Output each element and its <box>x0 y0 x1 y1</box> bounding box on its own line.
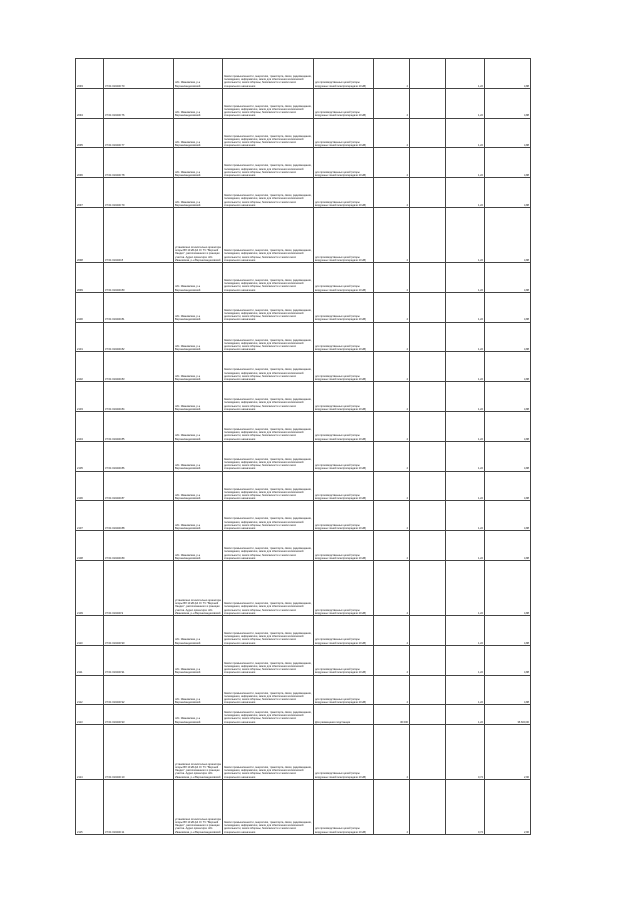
cadastral-value-cell: 4,88 <box>485 501 531 531</box>
cadastral-number: 37:01:010446:76 <box>104 88 174 118</box>
permitted-use-cell: Для размещения подстанции <box>314 705 374 725</box>
permitted-use-cell: для производственных целей (опоры воздушных линий электропередачи 10 кВ) <box>314 178 374 208</box>
cadastral-value-cell: 4,88 <box>485 531 531 561</box>
area-cell: 30 000 <box>374 705 410 725</box>
location-cell: обл. Ивановская, р-н Верхнеландеховский <box>174 501 223 531</box>
table-row <box>76 118 531 148</box>
cadastral-value-cell: 4,88 <box>485 88 531 118</box>
row-number: 2101 <box>76 322 104 352</box>
land-category-cell: Земли промышленности, энергетики, транспорта, связи, радиовещания, телевидения, информатики, земли для обеспечения космической деятельности, земли обороны, безопасности и земли иного специального назначения <box>223 59 314 89</box>
location-cell: установлено относительно ориентира опоры ВЛ 10 кВ ф4 От ТС "Верхний Ландех", расположенного в границах участка. Адрес ориентира: обл. Ивановская, р-н Верхнеландеховский <box>174 724 223 779</box>
row-number: 2112 <box>76 675 104 705</box>
specific-value-cell: 1,22 <box>446 292 485 322</box>
area-cell: 4 <box>374 262 410 292</box>
empty-cell <box>410 779 446 834</box>
row-number: 2099 <box>76 262 104 292</box>
cadastral-value-cell: 4,88 <box>485 262 531 292</box>
empty-cell <box>410 411 446 441</box>
cadastral-number: 37:01:010446:8 <box>104 207 174 262</box>
table-row <box>76 322 531 352</box>
cadastral-number: 37:01:010446:91 <box>104 645 174 675</box>
land-category-cell: Земли промышленности, энергетики, транспорта, связи, радиовещания, телевидения, информатики, земли для обеспечения космической деятельности, земли обороны, безопасности и земли иного специального назначения <box>223 724 314 779</box>
cadastral-value-cell: 4,88 <box>485 560 531 615</box>
row-number: 2102 <box>76 352 104 382</box>
land-category-cell: Земли промышленности, энергетики, транспорта, связи, радиовещания, телевидения, информатики, земли для обеспечения космической деятельности, земли обороны, безопасности и земли иного специального назначения <box>223 471 314 501</box>
area-cell: 4 <box>374 59 410 89</box>
table-row <box>76 352 531 382</box>
location-cell: обл. Ивановская, р-н Верхнеландеховский <box>174 118 223 148</box>
permitted-use-cell: для производственных целей (опоры воздушных линий электропередачи 10 кВ) <box>314 615 374 645</box>
permitted-use-cell: для производственных целей (опоры воздушных линий электропередачи 10 кВ) <box>314 675 374 705</box>
specific-value-cell: 1,22 <box>446 262 485 292</box>
empty-cell <box>410 501 446 531</box>
row-number: 2113 <box>76 705 104 725</box>
area-cell: 4 <box>374 118 410 148</box>
empty-cell <box>410 59 446 89</box>
table-row <box>76 675 531 705</box>
area-cell: 4 <box>374 148 410 178</box>
row-number: 2104 <box>76 411 104 441</box>
land-category-cell: Земли промышленности, энергетики, транспорта, связи, радиовещания, телевидения, информатики, земли для обеспечения космической деятельности, земли обороны, безопасности и земли иного специального назначения <box>223 178 314 208</box>
permitted-use-cell: для производственных целей (опоры воздушных линий электропередачи 10 кВ) <box>314 471 374 501</box>
permitted-use-cell: для производственных целей (опоры воздушных линий электропередачи 10 кВ) <box>314 645 374 675</box>
location-cell: обл. Ивановская, р-н Верхнеландеховский <box>174 322 223 352</box>
land-category-cell: Земли промышленности, энергетики, транспорта, связи, радиовещания, телевидения, информатики, земли для обеспечения космической деятельности, земли обороны, безопасности и земли иного специального назначения <box>223 615 314 645</box>
cadastral-value-cell: 4,88 <box>485 148 531 178</box>
cadastral-value-cell: 4,88 <box>485 411 531 441</box>
location-cell: обл. Ивановская, р-н Верхнеландеховский <box>174 441 223 471</box>
specific-value-cell: 1,22 <box>446 675 485 705</box>
permitted-use-cell: для производственных целей (опоры воздушных линий электропередачи 10 кВ) <box>314 779 374 834</box>
cadastral-number: 37:01:010446:70 <box>104 59 174 89</box>
specific-value-cell: 1,22 <box>446 59 485 89</box>
area-cell: 4 <box>374 178 410 208</box>
empty-cell <box>410 148 446 178</box>
location-cell: обл. Ивановская, р-н Верхнеландеховский <box>174 705 223 725</box>
permitted-use-cell: для производственных целей (опоры воздушных линий электропередачи 10 кВ) <box>314 59 374 89</box>
table-body <box>76 59 531 835</box>
permitted-use-cell: для производственных целей (опоры воздушных линий электропередачи 10 кВ) <box>314 441 374 471</box>
permitted-use-cell: для производственных целей (опоры воздушных линий электропередачи 10 кВ) <box>314 501 374 531</box>
land-category-cell: Земли промышленности, энергетики, транспорта, связи, радиовещания, телевидения, информатики, земли для обеспечения космической деятельности, земли обороны, безопасности и земли иного специального назначения <box>223 118 314 148</box>
cadastral-number: 37:01:010446:83 <box>104 352 174 382</box>
cadastral-number: 37:01:010446:92 <box>104 675 174 705</box>
row-number: 2108 <box>76 531 104 561</box>
row-number: 2094 <box>76 88 104 118</box>
table-row <box>76 59 531 89</box>
area-cell: 4 <box>374 560 410 615</box>
cadastral-value-cell: 4,88 <box>485 675 531 705</box>
table-row <box>76 560 531 615</box>
cadastral-number: 37:01:010446:81 <box>104 292 174 322</box>
cadastral-number: 37:01:010446:79 <box>104 178 174 208</box>
cadastral-number: 37:01:010446:85 <box>104 411 174 441</box>
empty-cell <box>410 292 446 322</box>
location-cell: обл. Ивановская, р-н Верхнеландеховский <box>174 411 223 441</box>
table-row <box>76 292 531 322</box>
table-row <box>76 779 531 834</box>
permitted-use-cell: для производственных целей (опоры воздушных линий электропередачи 10 кВ) <box>314 292 374 322</box>
land-category-cell: Земли промышленности, энергетики, транспорта, связи, радиовещания, телевидения, информатики, земли для обеспечения космической деятельности, земли обороны, безопасности и земли иного специального назначения <box>223 675 314 705</box>
cadastral-value-cell: 2,96 <box>485 724 531 779</box>
empty-cell <box>410 441 446 471</box>
empty-cell <box>410 322 446 352</box>
row-number: 2103 <box>76 382 104 412</box>
table-row <box>76 724 531 779</box>
cadastral-number: 37:01:010446:87 <box>104 471 174 501</box>
table-row <box>76 207 531 262</box>
specific-value-cell: 1,22 <box>446 411 485 441</box>
row-number: 2098 <box>76 207 104 262</box>
table-row <box>76 471 531 501</box>
specific-value-cell: 1,22 <box>446 531 485 561</box>
location-cell: обл. Ивановская, р-н Верхнеландеховский <box>174 471 223 501</box>
cadastral-value-cell: 4,88 <box>485 441 531 471</box>
cadastral-value-cell: 4,88 <box>485 118 531 148</box>
cadastral-number: 37:01:010446:89 <box>104 531 174 561</box>
location-cell: установлено относительно ориентира опоры ВЛ 10 кВ ф4 От ТС "Верхний Ландех", расположенного в границах участка. Адрес ориентира: обл. Ивановская, р-н Верхнеландеховский <box>174 560 223 615</box>
location-cell: обл. Ивановская, р-н Верхнеландеховский <box>174 675 223 705</box>
area-cell: 4 <box>374 645 410 675</box>
land-category-cell: Земли промышленности, энергетики, транспорта, связи, радиовещания, телевидения, информатики, земли для обеспечения космической деятельности, земли обороны, безопасности и земли иного специального назначения <box>223 705 314 725</box>
land-category-cell: Земли промышленности, энергетики, транспорта, связи, радиовещания, телевидения, информатики, земли для обеспечения космической деятельности, земли обороны, безопасности и земли иного специального назначения <box>223 411 314 441</box>
area-cell: 4 <box>374 441 410 471</box>
specific-value-cell: 1,22 <box>446 501 485 531</box>
specific-value-cell: 1,22 <box>446 441 485 471</box>
permitted-use-cell: для производственных целей (опоры воздушных линий электропередачи 10 кВ) <box>314 148 374 178</box>
land-category-cell: Земли промышленности, энергетики, транспорта, связи, радиовещания, телевидения, информатики, земли для обеспечения космической деятельности, земли обороны, безопасности и земли иного специального назначения <box>223 322 314 352</box>
land-category-cell: Земли промышленности, энергетики, транспорта, связи, радиовещания, телевидения, информатики, земли для обеспечения космической деятельности, земли обороны, безопасности и земли иного специального назначения <box>223 148 314 178</box>
empty-cell <box>410 560 446 615</box>
table-row <box>76 411 531 441</box>
area-cell: 4 <box>374 322 410 352</box>
cadastral-value-cell: 4,88 <box>485 615 531 645</box>
empty-cell <box>410 352 446 382</box>
empty-cell <box>410 675 446 705</box>
row-number: 2100 <box>76 292 104 322</box>
empty-cell <box>410 471 446 501</box>
specific-value-cell: 1,22 <box>446 705 485 725</box>
specific-value-cell: 1,22 <box>446 178 485 208</box>
table-row <box>76 645 531 675</box>
location-cell: установлено относительно ориентира опоры ВЛ 10 кВ ф4 От ТС "Верхний Ландех", расположенного в границах участка. Адрес ориентира: обл. Ивановская, р-н Верхнеландеховский <box>174 779 223 834</box>
table-row <box>76 88 531 118</box>
empty-cell <box>410 615 446 645</box>
land-category-cell: Земли промышленности, энергетики, транспорта, связи, радиовещания, телевидения, информатики, земли для обеспечения космической деятельности, земли обороны, безопасности и земли иного специального назначения <box>223 292 314 322</box>
table-row <box>76 441 531 471</box>
area-cell: 4 <box>374 675 410 705</box>
cadastral-value-cell: 4,88 <box>485 322 531 352</box>
specific-value-cell: 1,22 <box>446 148 485 178</box>
empty-cell <box>410 88 446 118</box>
specific-value-cell: 1,22 <box>446 471 485 501</box>
cadastral-value-cell: 4,88 <box>485 59 531 89</box>
cadastral-number: 37:01:010446:82 <box>104 322 174 352</box>
cadastral-value-cell: 4,88 <box>485 352 531 382</box>
permitted-use-cell: для производственных целей (опоры воздушных линий электропередачи 10 кВ) <box>314 724 374 779</box>
row-number: 2111 <box>76 645 104 675</box>
permitted-use-cell: для производственных целей (опоры воздушных линий электропередачи 10 кВ) <box>314 322 374 352</box>
row-number: 2097 <box>76 178 104 208</box>
empty-cell <box>410 705 446 725</box>
land-category-cell: Земли промышленности, энергетики, транспорта, связи, радиовещания, телевидения, информатики, земли для обеспечения космической деятельности, земли обороны, безопасности и земли иного специального назначения <box>223 352 314 382</box>
area-cell: 4 <box>374 501 410 531</box>
cadastral-number: 37:01:010446:77 <box>104 118 174 148</box>
cadastral-number: 37:01:010446:80 <box>104 262 174 292</box>
cadastral-value-cell: 36 600,00 <box>485 705 531 725</box>
specific-value-cell: 1,22 <box>446 352 485 382</box>
area-cell: 4 <box>374 382 410 412</box>
row-number: 2114 <box>76 724 104 779</box>
table-row <box>76 262 531 292</box>
land-category-cell: Земли промышленности, энергетики, транспорта, связи, радиовещания, телевидения, информатики, земли для обеспечения космической деятельности, земли обороны, безопасности и земли иного специального назначения <box>223 88 314 118</box>
cadastral-number: 37:01:010446:93 <box>104 705 174 725</box>
cadastral-number: 37:01:010446:88 <box>104 501 174 531</box>
empty-cell <box>410 118 446 148</box>
row-number: 2096 <box>76 148 104 178</box>
location-cell: обл. Ивановская, р-н Верхнеландеховский <box>174 178 223 208</box>
row-number: 2107 <box>76 501 104 531</box>
table-row <box>76 531 531 561</box>
permitted-use-cell: для производственных целей (опоры воздушных линий электропередачи 10 кВ) <box>314 531 374 561</box>
row-number: 2105 <box>76 441 104 471</box>
land-category-cell: Земли промышленности, энергетики, транспорта, связи, радиовещания, телевидения, информатики, земли для обеспечения космической деятельности, земли обороны, безопасности и земли иного специального назначения <box>223 441 314 471</box>
empty-cell <box>410 382 446 412</box>
location-cell: обл. Ивановская, р-н Верхнеландеховский <box>174 262 223 292</box>
land-category-cell: Земли промышленности, энергетики, транспорта, связи, радиовещания, телевидения, информатики, земли для обеспечения космической деятельности, земли обороны, безопасности и земли иного специального назначения <box>223 779 314 834</box>
row-number: 2093 <box>76 59 104 89</box>
row-number: 2109 <box>76 560 104 615</box>
location-cell: обл. Ивановская, р-н Верхнеландеховский <box>174 615 223 645</box>
cadastral-value-cell: 4,88 <box>485 645 531 675</box>
specific-value-cell: 1,22 <box>446 615 485 645</box>
table-row <box>76 501 531 531</box>
location-cell: обл. Ивановская, р-н Верхнеландеховский <box>174 88 223 118</box>
area-cell: 4 <box>374 779 410 834</box>
permitted-use-cell: для производственных целей (опоры воздушных линий электропередачи 10 кВ) <box>314 411 374 441</box>
location-cell: обл. Ивановская, р-н Верхнеландеховский <box>174 382 223 412</box>
area-cell: 4 <box>374 531 410 561</box>
cadastral-value-cell: 4,88 <box>485 292 531 322</box>
cadastral-value-cell: 4,88 <box>485 471 531 501</box>
specific-value-cell: 1,22 <box>446 382 485 412</box>
permitted-use-cell: для производственных целей (опоры воздушных линий электропередачи 10 кВ) <box>314 382 374 412</box>
permitted-use-cell: для производственных целей (опоры воздушных линий электропередачи 10 кВ) <box>314 207 374 262</box>
specific-value-cell: 0,74 <box>446 779 485 834</box>
specific-value-cell: 1,22 <box>446 88 485 118</box>
area-cell: 4 <box>374 411 410 441</box>
specific-value-cell: 1,22 <box>446 207 485 262</box>
empty-cell <box>410 262 446 292</box>
table-row <box>76 615 531 645</box>
area-cell: 4 <box>374 207 410 262</box>
area-cell: 4 <box>374 471 410 501</box>
location-cell: обл. Ивановская, р-н Верхнеландеховский <box>174 645 223 675</box>
table-row <box>76 382 531 412</box>
cadastral-value-cell: 4,88 <box>485 382 531 412</box>
cadastral-number: 37:01:010446:84 <box>104 382 174 412</box>
location-cell: установлено относительно ориентира опоры ВЛ 10 кВ ф4 От ТС "Верхний Ландех", расположенного в границах участка. Адрес ориентира: обл. Ивановская, р-н Верхнеландеховский <box>174 207 223 262</box>
land-category-cell: Земли промышленности, энергетики, транспорта, связи, радиовещания, телевидения, информатики, земли для обеспечения космической деятельности, земли обороны, безопасности и земли иного специального назначения <box>223 262 314 292</box>
land-category-cell: Земли промышленности, энергетики, транспорта, связи, радиовещания, телевидения, информатики, земли для обеспечения космической деятельности, земли обороны, безопасности и земли иного специального назначения <box>223 382 314 412</box>
cadastral-number: 37:01:010446:78 <box>104 148 174 178</box>
land-category-cell: Земли промышленности, энергетики, транспорта, связи, радиовещания, телевидения, информатики, земли для обеспечения космической деятельности, земли обороны, безопасности и земли иного специального назначения <box>223 207 314 262</box>
table-row <box>76 705 531 725</box>
cadastral-value-cell: 4,88 <box>485 207 531 262</box>
permitted-use-cell: для производственных целей (опоры воздушных линий электропередачи 10 кВ) <box>314 262 374 292</box>
specific-value-cell: 1,22 <box>446 560 485 615</box>
empty-cell <box>410 645 446 675</box>
location-cell: обл. Ивановская, р-н Верхнеландеховский <box>174 352 223 382</box>
land-parcel-table <box>75 58 531 835</box>
area-cell: 4 <box>374 724 410 779</box>
permitted-use-cell: для производственных целей (опоры воздушных линий электропередачи 10 кВ) <box>314 118 374 148</box>
table-row <box>76 148 531 178</box>
cadastral-number: 37:01:010446:86 <box>104 441 174 471</box>
area-cell: 4 <box>374 615 410 645</box>
row-number: 2106 <box>76 471 104 501</box>
location-cell: обл. Ивановская, р-н Верхнеландеховский <box>174 292 223 322</box>
row-number: 2095 <box>76 118 104 148</box>
cadastral-value-cell: 2,96 <box>485 779 531 834</box>
land-category-cell: Земли промышленности, энергетики, транспорта, связи, радиовещания, телевидения, информатики, земли для обеспечения космической деятельности, земли обороны, безопасности и земли иного специального назначения <box>223 531 314 561</box>
specific-value-cell: 1,22 <box>446 322 485 352</box>
location-cell: обл. Ивановская, р-н Верхнеландеховский <box>174 531 223 561</box>
land-category-cell: Земли промышленности, энергетики, транспорта, связи, радиовещания, телевидения, информатики, земли для обеспечения космической деятельности, земли обороны, безопасности и земли иного специального назначения <box>223 501 314 531</box>
land-category-cell: Земли промышленности, энергетики, транспорта, связи, радиовещания, телевидения, информатики, земли для обеспечения космической деятельности, земли обороны, безопасности и земли иного специального назначения <box>223 560 314 615</box>
empty-cell <box>410 207 446 262</box>
empty-cell <box>410 724 446 779</box>
location-cell: обл. Ивановская, р-н Верхнеландеховский <box>174 148 223 178</box>
permitted-use-cell: для производственных целей (опоры воздушных линий электропередачи 10 кВ) <box>314 88 374 118</box>
permitted-use-cell: для производственных целей (опоры воздушных линий электропередачи 10 кВ) <box>314 352 374 382</box>
land-category-cell: Земли промышленности, энергетики, транспорта, связи, радиовещания, телевидения, информатики, земли для обеспечения космической деятельности, земли обороны, безопасности и земли иного специального назначения <box>223 645 314 675</box>
cadastral-number: 37:01:010446:9 <box>104 560 174 615</box>
table-row <box>76 178 531 208</box>
location-cell: обл. Ивановская, р-н Верхнеландеховский <box>174 59 223 89</box>
cadastral-number: 37:01:010446:11 <box>104 779 174 834</box>
area-cell: 4 <box>374 88 410 118</box>
row-number: 2115 <box>76 779 104 834</box>
empty-cell <box>410 531 446 561</box>
area-cell: 4 <box>374 292 410 322</box>
permitted-use-cell: для производственных целей (опоры воздушных линий электропередачи 10 кВ) <box>314 560 374 615</box>
empty-cell <box>410 178 446 208</box>
specific-value-cell: 1,22 <box>446 645 485 675</box>
cadastral-value-cell: 4,88 <box>485 178 531 208</box>
cadastral-number: 37:01:010446:10 <box>104 724 174 779</box>
specific-value-cell: 1,22 <box>446 118 485 148</box>
cadastral-number: 37:01:010446:90 <box>104 615 174 645</box>
specific-value-cell: 0,74 <box>446 724 485 779</box>
area-cell: 4 <box>374 352 410 382</box>
row-number: 2110 <box>76 615 104 645</box>
